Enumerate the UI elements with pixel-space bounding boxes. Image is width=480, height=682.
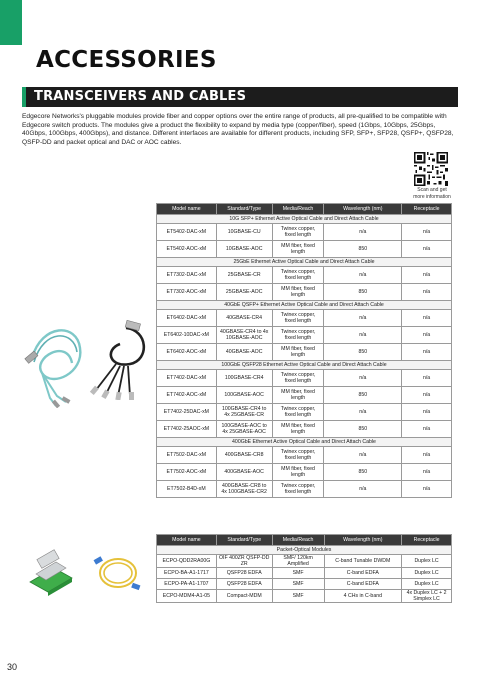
table-cell: 40GBASE-CR4 to 4x 10GBASE-AOC [216, 327, 272, 344]
dac-cable-image [86, 320, 154, 400]
table-row [157, 267, 452, 284]
table-cell: n/a [402, 387, 452, 404]
table-cell: ET6402-10DAC-xM [157, 327, 217, 344]
qr-caption-line-2: more information [413, 193, 451, 200]
table-cell: n/a [402, 241, 452, 258]
group-title: 400GbE Ethernet Active Optical Cable and Direct Attach Cable [157, 438, 452, 447]
cables-table-body [157, 215, 452, 498]
section-heading [22, 87, 458, 107]
table-row [157, 310, 452, 327]
table-row [157, 447, 452, 464]
table-cell: 10GBASE-AOC [216, 241, 272, 258]
table-cell: MM fiber, fixed length [272, 464, 324, 481]
table-cell: Twinex copper, fixed length [272, 224, 324, 241]
aoc-cable-image [22, 318, 92, 408]
table-cell: Twinex copper, fixed length [272, 447, 324, 464]
table-cell: ET5402-AOC-xM [157, 241, 217, 258]
table-cell: n/a [324, 447, 402, 464]
table-cell: 100GBASE-AOC to 4x 25GBASE-AOC [216, 421, 272, 438]
table-cell: Twinex copper, fixed length [272, 404, 324, 421]
section-heading-text: TRANSCEIVERS AND CABLES [34, 89, 247, 104]
table-cell: 4x Duplex LC + 2 Simplex LC [402, 590, 452, 603]
table-group-row [157, 215, 452, 224]
table-row [157, 241, 452, 258]
table-cell: OIF 400ZR QSFP-DD ZR [216, 555, 272, 568]
table-row [157, 568, 452, 579]
table-row [157, 224, 452, 241]
table-cell: n/a [402, 327, 452, 344]
table-cell: MM fiber, fixed length [272, 387, 324, 404]
column-header: Receptacle [402, 204, 452, 215]
column-header: Model name [157, 204, 217, 215]
table-header-row [157, 204, 452, 215]
qr-caption [404, 187, 460, 200]
accent-bar [0, 0, 22, 45]
table-cell: n/a [402, 344, 452, 361]
table-row [157, 344, 452, 361]
column-header: Media/Reach [272, 535, 324, 546]
table-cell: 10GBASE-CU [216, 224, 272, 241]
table-group-row [157, 546, 452, 555]
table-cell: QSFP28 EDFA [216, 568, 272, 579]
table-cell: Duplex LC [402, 568, 452, 579]
table-cell: n/a [402, 224, 452, 241]
column-header: Model name [157, 535, 217, 546]
table-cell: ET5402-DAC-xM [157, 224, 217, 241]
table-cell: 4 CHs in C-band [324, 590, 402, 603]
table-cell: n/a [402, 421, 452, 438]
table-cell: 40GBASE-CR4 [216, 310, 272, 327]
table-cell: 850 [324, 421, 402, 438]
table-cell: 850 [324, 464, 402, 481]
column-header: Media/Reach [272, 204, 324, 215]
table-cell: Twinex copper, fixed length [272, 481, 324, 498]
packet-optical-table [156, 534, 452, 603]
column-header: Wavelength (nm) [324, 204, 402, 215]
table-cell: n/a [402, 284, 452, 301]
table-cell: n/a [324, 370, 402, 387]
group-title: 40GbE QSFP+ Ethernet Active Optical Cable and Direct Attach Cable [157, 301, 452, 310]
table-cell: n/a [324, 404, 402, 421]
table-cell: ECPO-QDD2RA00G [157, 555, 217, 568]
table-cell: n/a [402, 267, 452, 284]
table-cell: SMF [272, 579, 324, 590]
table-cell: 850 [324, 344, 402, 361]
table-cell: n/a [402, 447, 452, 464]
table-cell: QSFP28 EDFA [216, 579, 272, 590]
table-cell: 850 [324, 284, 402, 301]
table-cell: ET7502-B4D-xM [157, 481, 217, 498]
table-cell: C-band EDFA [324, 568, 402, 579]
table-row [157, 327, 452, 344]
table-cell: C-band EDFA [324, 579, 402, 590]
table-cell: ET6402-AOC-xM [157, 344, 217, 361]
table-row [157, 555, 452, 568]
table-group-row [157, 301, 452, 310]
group-title: 100GbE QSFP28 Ethernet Active Optical Cable and Direct Attach Cable [157, 361, 452, 370]
table-cell: ECPO-BA-A1-1717 [157, 568, 217, 579]
table-cell: 25GBASE-CR [216, 267, 272, 284]
table-cell: 400GBASE-AOC [216, 464, 272, 481]
table-cell: n/a [324, 327, 402, 344]
table-cell: n/a [324, 224, 402, 241]
table-row [157, 464, 452, 481]
table-row [157, 387, 452, 404]
table-cell: 850 [324, 241, 402, 258]
table-row [157, 481, 452, 498]
column-header: Receptacle [402, 535, 452, 546]
table-row [157, 590, 452, 603]
page-number: 30 [7, 662, 18, 672]
table-cell: SMF [272, 568, 324, 579]
intro-paragraph: Edgecore Networks's pluggable modules provide fiber and copper options over the entire range of products, all pre-qualified to be compatible with Edgecore switch products. The modules give a product the flexibility to expand by media type (copper/fiber), speed (1Gbps, 10Gbps, 25Gbps, 40Gbps, 100Gbps, 400Gbps), and distance. Different interfaces are available for different products, including SFP, SFP+, SFP28, QSFP+, QSFP28, QSFP-DD and packet optical and DAC or AOC cables. [22, 113, 454, 146]
table-cell: 100GBASE-CR4 to 4x 25GBASE-CR [216, 404, 272, 421]
page-title: ACCESSORIES [36, 47, 217, 73]
table-cell: ET7402-DAC-xM [157, 370, 217, 387]
table-cell: 40GBASE-AOC [216, 344, 272, 361]
table-cell: n/a [402, 481, 452, 498]
table-cell: SMF/ 120km Amplified [272, 555, 324, 568]
group-title: 10G SFP+ Ethernet Active Optical Cable and Direct Attach Cable [157, 215, 452, 224]
table-cell: ET7302-AOC-xM [157, 284, 217, 301]
table-row [157, 421, 452, 438]
table-cell: ET7502-DAC-xM [157, 447, 217, 464]
table-cell: Twinex copper, fixed length [272, 267, 324, 284]
table-cell: Duplex LC [402, 555, 452, 568]
table-cell: ET7402-25DAC-xM [157, 404, 217, 421]
group-title: Packet-Optical Modules [157, 546, 452, 555]
table-cell: Duplex LC [402, 579, 452, 590]
table-row [157, 404, 452, 421]
table-cell: MM fiber, fixed length [272, 421, 324, 438]
table-group-row [157, 258, 452, 267]
table-cell: ET7502-AOC-xM [157, 464, 217, 481]
column-header: Standard/Type [216, 535, 272, 546]
table-cell: ET7302-DAC-xM [157, 267, 217, 284]
table-group-row [157, 361, 452, 370]
table-cell: Twinex copper, fixed length [272, 370, 324, 387]
table-cell: n/a [324, 267, 402, 284]
table-cell: n/a [324, 310, 402, 327]
table-cell: ET7402-AOC-xM [157, 387, 217, 404]
table-cell: 100GBASE-AOC [216, 387, 272, 404]
table-cell: C-band Tunable DWDM [324, 555, 402, 568]
table-row [157, 370, 452, 387]
table-cell: n/a [402, 370, 452, 387]
group-title: 25GbE Ethernet Active Optical Cable and Direct Attach Cable [157, 258, 452, 267]
table-cell: Twinex copper, fixed length [272, 310, 324, 327]
table-cell: 400GBASE-CR8 to 4x 100GBASE-CR2 [216, 481, 272, 498]
table-group-row [157, 438, 452, 447]
table-cell: n/a [402, 464, 452, 481]
table-cell: 850 [324, 387, 402, 404]
table-cell: ECPO-PA-A1-1707 [157, 579, 217, 590]
table-cell: n/a [402, 404, 452, 421]
table-cell: Twinex copper, fixed length [272, 327, 324, 344]
table-cell: ET6402-DAC-xM [157, 310, 217, 327]
fiber-patch-cable-image [88, 548, 146, 598]
qr-caption-line-1: Scan and get [417, 187, 447, 193]
table-cell: Compact-MDM [216, 590, 272, 603]
table-cell: MM fiber, fixed length [272, 284, 324, 301]
table-cell: ECPO-MDM4-A1-05 [157, 590, 217, 603]
table-cell: 100GBASE-CR4 [216, 370, 272, 387]
packet-optical-module-image [26, 548, 78, 598]
column-header: Standard/Type [216, 204, 272, 215]
table-cell: 25GBASE-AOC [216, 284, 272, 301]
table-header-row [157, 535, 452, 546]
table-cell: ET7402-25AOC-xM [157, 421, 217, 438]
table-cell: MM fiber, fixed length [272, 241, 324, 258]
qr-code-icon[interactable] [414, 152, 448, 186]
table-row [157, 579, 452, 590]
table-cell: n/a [402, 310, 452, 327]
table-cell: 400GBASE-CR8 [216, 447, 272, 464]
cables-table [156, 203, 452, 498]
table-cell: MM fiber, fixed length [272, 344, 324, 361]
table-cell: n/a [324, 481, 402, 498]
column-header: Wavelength (nm) [324, 535, 402, 546]
table-cell: SMF [272, 590, 324, 603]
packet-optical-table-body [157, 546, 452, 603]
table-row [157, 284, 452, 301]
